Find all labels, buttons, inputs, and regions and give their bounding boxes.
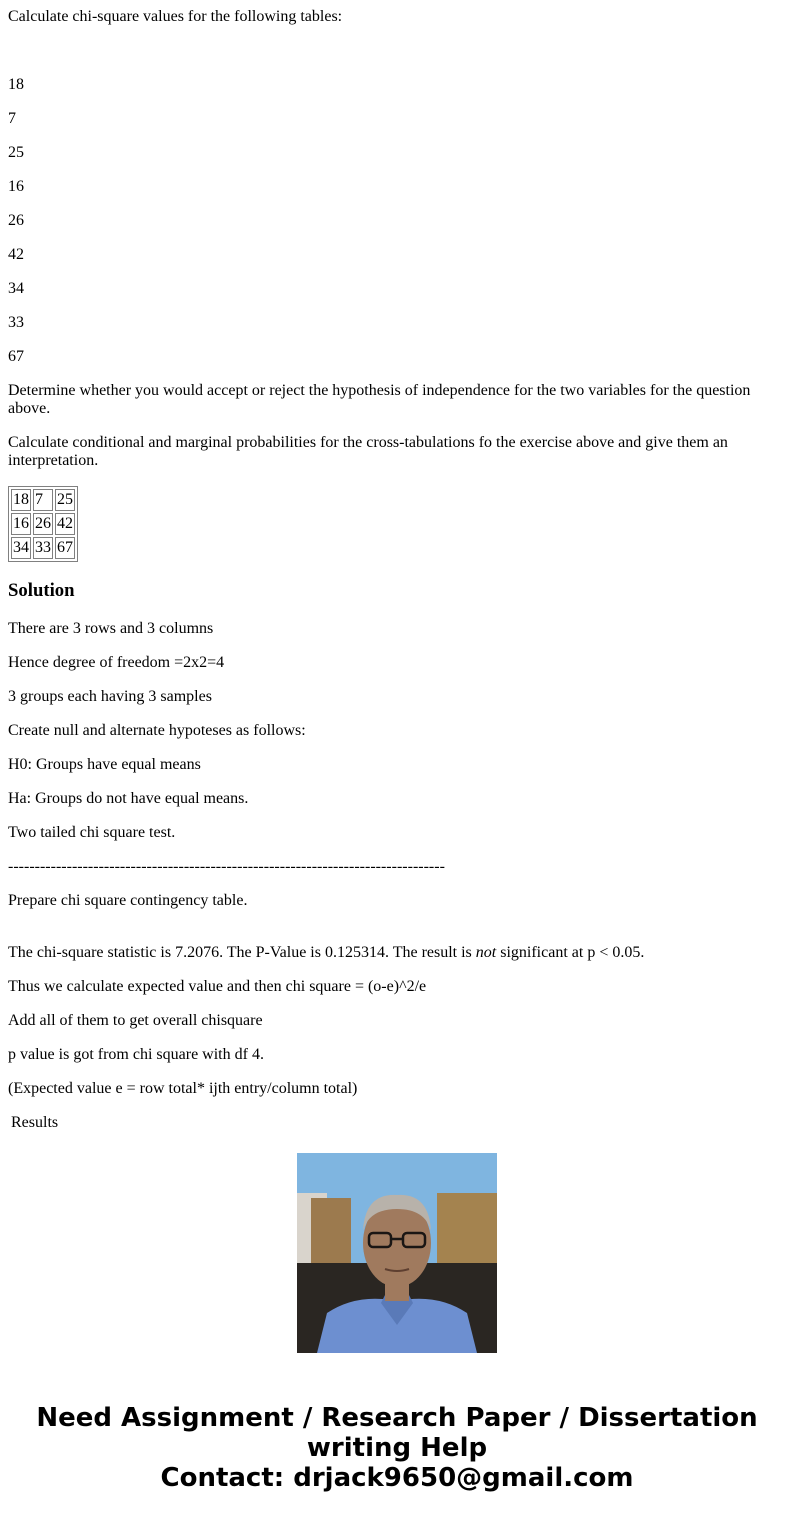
value-line: 18	[8, 76, 24, 93]
contingency-table	[8, 486, 78, 562]
chi-emphasis: not	[475, 944, 497, 961]
footer-contact: Contact: drjack9650@gmail.com	[160, 1463, 634, 1493]
author-avatar	[297, 1153, 497, 1353]
footer-line-1: Need Assignment / Research Paper / Dissertation	[36, 1403, 758, 1433]
value-line: 25	[8, 144, 24, 161]
divider-line: ----------------------------------------------------------------------------------	[8, 858, 445, 875]
footer-banner	[0, 1403, 794, 1493]
solution-line: H0: Groups have equal means	[8, 756, 201, 773]
question-intro: Calculate chi-square values for the following tables:	[8, 8, 343, 25]
solution-line: p value is got from chi square with df 4.	[8, 1046, 264, 1063]
table-cell: 25	[55, 489, 75, 511]
chi-prefix: The chi-square statistic is 7.2076. The P-Value is 0.125314. The result is	[8, 944, 476, 961]
table-row	[11, 489, 75, 511]
blank-line	[8, 42, 786, 60]
table-cell: 67	[55, 537, 75, 559]
table-cell: 18	[11, 489, 31, 511]
table-cell: 33	[33, 537, 53, 559]
value-line: 67	[8, 348, 24, 365]
solution-line: There are 3 rows and 3 columns	[8, 620, 214, 637]
table-cell: 34	[11, 537, 31, 559]
chi-suffix: significant at p < 0.05.	[496, 944, 645, 961]
conditional-paragraph: Calculate conditional and marginal probabilities for the cross-tabulations fo the exercise above and give them an interpretation.	[8, 434, 728, 469]
table-cell: 16	[11, 513, 31, 535]
footer-line-2: writing Help	[306, 1433, 488, 1463]
table-row	[11, 537, 75, 559]
solution-line: Hence degree of freedom =2x2=4	[8, 654, 225, 671]
solution-line: Add all of them to get overall chisquare	[8, 1012, 263, 1029]
chi-square-result	[8, 944, 786, 962]
solution-line: 3 groups each having 3 samples	[8, 688, 212, 705]
value-line: 16	[8, 178, 24, 195]
value-line: 26	[8, 212, 24, 229]
solution-line: Ha: Groups do not have equal means.	[8, 790, 249, 807]
value-line: 42	[8, 246, 24, 263]
solution-line: Thus we calculate expected value and then chi square = (o-e)^2/e	[8, 978, 427, 995]
value-line: 34	[8, 280, 24, 297]
table-cell: 7	[33, 489, 53, 511]
value-line: 7	[8, 110, 16, 127]
solution-line: Prepare chi square contingency table.	[8, 892, 248, 909]
solution-line: (Expected value e = row total* ijth entry/column total)	[8, 1080, 358, 1097]
results-label: Results	[11, 1114, 59, 1131]
solution-line: Two tailed chi square test.	[8, 824, 176, 841]
value-line: 33	[8, 314, 24, 331]
table-cell: 42	[55, 513, 75, 535]
table-row	[11, 513, 75, 535]
table-cell: 26	[33, 513, 53, 535]
determine-paragraph: Determine whether you would accept or reject the hypothesis of independence for the two variables for the question above.	[8, 382, 751, 417]
solution-heading: Solution	[8, 580, 75, 601]
author-portrait	[297, 1153, 497, 1353]
solution-line: Create null and alternate hypoteses as follows:	[8, 722, 306, 739]
